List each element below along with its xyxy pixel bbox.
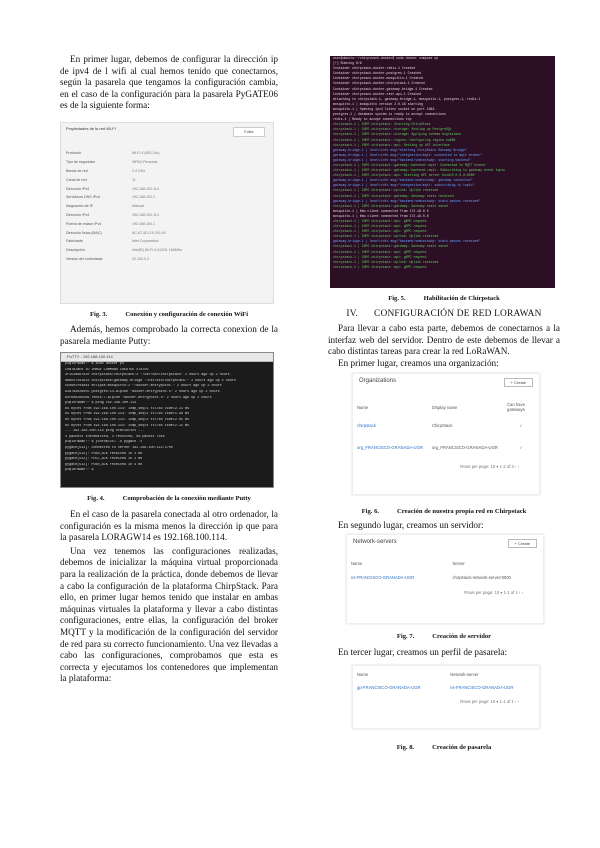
ns-col-server: Server: [452, 560, 465, 566]
organizations-screenshot: [352, 373, 540, 495]
chirpstack-terminal-line: gateway-bridge-1 | level=info msg="integration/mqtt: connected to mqtt broker": [333, 152, 483, 157]
wifi-property-label: Dirección IPv4: [66, 186, 90, 191]
gp-col-network-server: Network-server: [450, 671, 479, 677]
chirpstack-terminal-screenshot: [330, 56, 555, 288]
chirpstack-terminal-line: Container chirpstack-docker-mosquitto-1 Created: [333, 76, 423, 81]
putty-terminal-line: pi@lorawan:~ $ ping 192.168.100.114: [65, 401, 137, 406]
create-network-server-button[interactable]: + Create: [508, 539, 537, 548]
gp-name-link[interactable]: gp-FRANCISCO-GRANADA-UGR: [357, 685, 421, 691]
putty-terminal-line: pygate[512]: PUSH_ACK received in 3 ms: [65, 451, 143, 456]
chirpstack-terminal-line: Container chirpstack-docker-redis-1 Created: [333, 66, 416, 71]
chirpstack-terminal-line: user@ubuntu:~/chirpstack-docker$ sudo docker compose up: [333, 56, 439, 60]
wifi-property-value: Manual: [132, 204, 144, 209]
wifi-property-label: Asignación de IP: [66, 204, 93, 209]
chirpstack-terminal-line: chirpstack-1 | INFO chirpstack::gateway: Gateway stats saved: [333, 203, 448, 208]
org-name-link[interactable]: chirpstack: [357, 422, 376, 428]
figure-8-number: Fig. 8.: [396, 743, 415, 751]
wifi-property-label: Canal de red: [66, 177, 87, 182]
table-row[interactable]: [353, 436, 539, 458]
wifi-property-value: Wi-Fi 4 (802.11n): [132, 151, 160, 156]
putty-terminal-line: CONTAINER ID IMAGE COMMAND CREATED STATUS: [65, 367, 149, 372]
chirpstack-terminal-line: gateway-bridge-1 | level=info msg="backend/semtechudp: stats packet received": [333, 239, 481, 244]
figure-6-text: Creación de nuestra propia red en Chirpstack: [397, 508, 527, 516]
ns-name-link[interactable]: ns-FRANCISCO-GRANADA-UGR: [351, 575, 415, 581]
putty-terminal-line: 4 packets transmitted, 4 received, 0% packet loss: [65, 434, 165, 439]
org-display-name: org_FRANCISCO-GRANADA-UGR: [432, 444, 498, 450]
paragraph-web-interface: Para llevar a cabo esta parte, debemos de conectarnos a la interfaz web del servidor. Dentro de este debemos de llevar a cabo distintas tareas para crear la red LoRaWAN.: [328, 323, 560, 357]
wifi-property-value: Intel(R) Wi-Fi 6 AX201 160MHz: [132, 248, 183, 253]
chirpstack-terminal-line: mosquitto-1 | Opening ipv4 listen socket on port 1883.: [333, 106, 437, 111]
wifi-property-value: 11: [132, 177, 136, 182]
organizations-table: [353, 400, 539, 458]
putty-terminal-line: 64 bytes from 192.168.100.114: icmp_seq=1 ttl=64 time=2.31 ms: [65, 406, 190, 411]
wifi-property-value: AC-67-5D-XX-XX-XX: [132, 230, 166, 235]
chirpstack-terminal-line: [+] Running 6/6: [333, 61, 362, 66]
wifi-rows: [61, 149, 273, 263]
wifi-property-value: 192.168.100.114: [132, 186, 159, 191]
chirpstack-terminal-line: chirpstack-1 | INFO chirpstack::storage: Setting up PostgreSQL: [333, 127, 452, 132]
chirpstack-terminal-line: chirpstack-1 | INFO chirpstack: Starting ChirpStack: [333, 122, 431, 127]
wifi-property-value: WPA2-Personal: [132, 160, 158, 165]
wifi-property-row: [61, 219, 273, 228]
chirpstack-terminal-line: gateway-bridge-1 | level=info msg="integration/mqtt: subscribing to topic": [333, 183, 475, 188]
wifi-property-value: 192.168.100.1: [132, 195, 155, 200]
figure-5-text: Habilitación de Chirpstack: [423, 295, 500, 302]
right-column: [328, 56, 560, 752]
putty-title-bar: PuTTY - 192.168.100.114: [61, 353, 273, 362]
wifi-property-label: Puerta de enlace IPv4: [66, 221, 102, 226]
figure-7-number: Fig. 7.: [396, 632, 415, 640]
putty-terminal-line: pygate[512]: connected to server 192.168.100.114:1700: [65, 445, 173, 450]
section-number: IV.: [346, 309, 359, 319]
putty-screenshot: [60, 352, 274, 488]
wifi-property-label: Servidores DNS IPv4: [66, 195, 100, 200]
chirpstack-terminal-line: gateway-bridge-1 | level=info msg="starting ChirpStack Gateway Bridge": [333, 147, 467, 152]
wifi-property-label: Banda de red: [66, 168, 88, 173]
left-column: [60, 54, 278, 685]
organizations-pagination[interactable]: Rows per page: 10 ▾ 1-2 of 2 ‹ ›: [460, 464, 519, 470]
wifi-property-value: 2,4 GHz: [132, 168, 146, 173]
create-organization-button[interactable]: + Create: [504, 378, 533, 387]
wifi-property-row: [61, 149, 273, 158]
chirpstack-terminal-line: chirpstack-1 | INFO chirpstack::uplink: Uplink received: [333, 234, 439, 239]
chirpstack-terminal-line: chirpstack-1 | INFO chirpstack::api: gRPC request: [333, 254, 427, 259]
putty-terminal-line: c5d9e1f03a44 eclipse-mosquitto:2 "/docker-entrypoint." 2 hours ago Up 2 hours: [65, 384, 222, 389]
putty-terminal-line: pi@lorawan:~ $ sudo docker ps: [65, 362, 125, 366]
chirpstack-terminal-line: chirpstack-1 | INFO chirpstack::api: gRPC request: [333, 264, 427, 269]
chirpstack-terminal-line: mosquitto-1 | New client connected from 172.18.0.6: [333, 213, 429, 218]
gateway-profiles-table: [353, 670, 539, 697]
chirpstack-terminal-line: chirpstack-1 | INFO chirpstack::api: gRPC request: [333, 249, 427, 254]
chirpstack-terminal-line: gateway-bridge-1 | level=info msg="backend/semtechudp: stats packet received": [333, 198, 481, 203]
wifi-property-row: [61, 211, 273, 220]
putty-terminal-line: d4f6082b9c66 redis:7-alpine "docker-entrypoint.s" 2 hours ago Up 2 hours: [65, 395, 212, 400]
gp-network-server-link[interactable]: ns-FRANCISCO-GRANADA-UGR: [450, 685, 514, 691]
putty-terminal-line: 3f1c2a9b7d10 chirpstack/chirpstack:4 "/usr/bin/chirpstack" 2 hours ago Up 2 hours: [65, 373, 230, 378]
chirpstack-terminal-line: postgres-1 | database system is ready to accept connections: [333, 112, 446, 117]
wifi-property-label: Fabricante: [66, 239, 83, 244]
chirpstack-terminal-line: chirpstack-1 | INFO chirpstack::api: Starting API server bind=0.0.0.0:8080: [333, 173, 475, 178]
chirpstack-terminal-line: redis-1 | Ready to accept connections tcp: [333, 117, 412, 122]
network-servers-table: [347, 559, 543, 588]
wifi-property-label: Descripción: [66, 248, 85, 253]
gateway-profiles-screenshot: [352, 665, 540, 729]
chirpstack-terminal-line: chirpstack-1 | INFO chirpstack::storage: Applying schema migrations: [333, 132, 462, 137]
paragraph-wifi-config: En primer lugar, debemos de configurar la dirección ip de ipv4 de l wifi al cual hemos tenido que conectarnos, según la pasarela que tengamos la configuración cambia, en el caso de la configuración para la pasarela PyGATE06 es de la siguiente forma:: [60, 54, 278, 111]
org-display-name: ChirpStack: [432, 422, 453, 428]
wifi-property-label: Tipo de seguridad: [66, 160, 95, 165]
figure-7-text: Creación de servidor: [432, 632, 492, 640]
table-row[interactable]: [353, 414, 539, 436]
chirpstack-terminal-line: mosquitto-1 | mosquitto version 2.0.18 starting: [333, 101, 423, 106]
wifi-property-row: [61, 246, 273, 255]
figure-6-caption: [328, 507, 560, 516]
wifi-property-row: [61, 202, 273, 211]
chirpstack-terminal-line: chirpstack-1 | INFO chirpstack::region: Configuring region eu868: [333, 137, 456, 142]
wifi-header: Propiedades de la red Wi-Fi: [66, 126, 116, 131]
figure-4-text: Comprobación de la conexión mediante Putty: [122, 495, 251, 502]
paragraph-chirpstack-setup: Una vez tenemos las configuraciones realizadas, debemos de inicializar la máquina virtual proporcionada para la realización de la práctica, donde debemos de llevar a cabo la configuración de la plataforma ChirpStack. Para ello, en primer lugar hemos tenido que instalar en ambas máquinas virtuales la plataforma y llevar a cabo distintas configuraciones, entre ellas, la configuración del broker MQTT y la modificación de la configuración del servidor de red para su correcto funcionamiento. Una vez llevadas a cabo las configuraciones, comprobamos que esta es correcta y ejecutamos los contenedores que implementan la plataforma:: [60, 545, 278, 684]
org-col-name: Name: [357, 404, 369, 410]
figure-5-caption: [328, 294, 560, 303]
wifi-property-row: [61, 228, 273, 237]
table-row[interactable]: [353, 679, 539, 697]
network-servers-pagination[interactable]: Rows per page: 10 ▾ 1-1 of 1 ‹ ›: [464, 589, 523, 595]
check-icon: ✓: [519, 422, 523, 428]
wifi-property-row: [61, 167, 273, 176]
wifi-property-row: [61, 193, 273, 202]
chirpstack-terminal-line: Attaching to chirpstack-1, gateway-bridge-1, mosquitto-1, postgres-1, redis-1: [333, 96, 481, 101]
figure-8-text: Creación de pasarela: [432, 743, 492, 751]
wifi-property-row: [61, 175, 273, 184]
putty-terminal: [61, 362, 273, 488]
org-col-gateways: Can have gateways: [507, 402, 525, 413]
putty-terminal-line: pi@lorawan:~ $: [65, 468, 94, 473]
wifi-property-row: [61, 255, 273, 264]
wifi-property-label: Dirección física (MAC): [66, 230, 102, 235]
network-servers-title: Network-servers: [353, 538, 397, 545]
figure-4-number: Fig. 4.: [87, 495, 105, 502]
wifi-property-label: Dirección IPv4: [66, 212, 90, 217]
chirpstack-terminal-line: chirpstack-1 | INFO chirpstack::api: gRPC request: [333, 224, 427, 229]
paragraph-gateway-profile: En tercer lugar, creamos un perfil de pasarela:: [338, 646, 508, 657]
chirpstack-terminal-line: Container chirpstack-docker-gateway-bridge-1 Created: [333, 86, 433, 91]
chirpstack-terminal-line: chirpstack-1 | INFO chirpstack::api: Setting up API interface: [333, 142, 450, 147]
paragraph-loragw14: En el caso de la pasarela conectada al otro ordenador, la configuración es la misma menos la dirección ip que para la pasarela LORAGW14 es 192.168.100.114.: [60, 509, 278, 543]
network-servers-screenshot: [346, 534, 544, 624]
wifi-property-row: [61, 184, 273, 193]
org-col-display: Display name: [432, 404, 458, 410]
putty-terminal-line: 8a0e47c61b22 chirpstack/gateway-bridge "/usr/bin/chirpstack-" 2 hours ago Up 2 hours: [65, 378, 236, 383]
wifi-properties-screenshot: [60, 122, 274, 304]
paragraph-putty: Además, hemos comprobado la correcta conexion de la pasarela mediante Putty:: [60, 324, 278, 346]
chirpstack-terminal-line: Container chirpstack-docker-postgres-1 Created: [333, 71, 421, 76]
section-title: CONFIGURACIÓN DE RED LORAWAN: [374, 309, 542, 319]
org-name-link[interactable]: org_FRANCISCO-GRANADA-UGR: [357, 444, 423, 450]
wifi-property-value: 22.150.0.3: [132, 256, 149, 261]
figure-7-caption: [328, 632, 560, 641]
ns-server-address: chirpstack-network-server:8000: [452, 575, 511, 581]
chirpstack-terminal-line: chirpstack-1 | INFO chirpstack::api: gRPC request: [333, 229, 427, 234]
putty-terminal-line: pygate[512]: PUSH_ACK received in 4 ms: [65, 462, 143, 467]
figure-5-number: Fig. 5.: [388, 295, 406, 302]
chirpstack-terminal-line: Container chirpstack-docker-chirpstack-1 Created: [333, 81, 425, 86]
putty-terminal-line: pygate[512]: PULL_ACK received in 2 ms: [65, 457, 143, 462]
wifi-property-label: Protocolo: [66, 151, 82, 156]
paragraph-network-server: En segundo lugar, creamos un servidor:: [338, 520, 484, 531]
chirpstack-terminal-line: chirpstack-1 | INFO chirpstack::gateway: Gateway stats saved: [333, 244, 448, 249]
wifi-property-row: [61, 158, 273, 167]
putty-terminal-line: 64 bytes from 192.168.100.114: icmp_seq=2 ttl=64 time=1.98 ms: [65, 412, 190, 417]
check-icon: ✓: [519, 444, 523, 450]
chirpstack-terminal-line: chirpstack-1 | INFO chirpstack::gateway::backend::mqtt: Connected to MQTT broker: [333, 162, 487, 167]
wifi-property-value: 192.168.100.114: [132, 212, 159, 217]
paragraph-organization: En primer lugar, creamos una organización:: [338, 357, 499, 368]
gp-col-name: Name: [357, 671, 369, 677]
wifi-property-label: Versión del controlador: [66, 256, 103, 261]
chirpstack-terminal-line: chirpstack-1 | INFO chirpstack::uplink: Uplink received: [333, 259, 439, 264]
wifi-property-value: 192.168.100.1: [132, 221, 155, 226]
wifi-property-value: Intel Corporation: [132, 239, 159, 244]
table-row[interactable]: [347, 568, 543, 588]
chirpstack-terminal-line: gateway-bridge-1 | level=info msg="backend/semtechudp: gateway connected": [333, 178, 473, 183]
figure-3-caption: [60, 310, 278, 319]
chirpstack-terminal-line: chirpstack-1 | INFO chirpstack::gateway: Gateway stats received: [333, 193, 454, 198]
wifi-property-row: [61, 237, 273, 246]
ns-col-name: Name: [351, 560, 363, 566]
putty-terminal-line: --- 192.168.100.114 ping statistics ---: [65, 429, 145, 434]
figure-6-number: Fig. 6.: [361, 508, 380, 516]
gateway-profiles-pagination[interactable]: Rows per page: 10 ▾ 1-1 of 1 ‹ ›: [460, 698, 519, 704]
putty-terminal-line: pi@lorawan:~ $ journalctl -u pygate -f: [65, 440, 143, 445]
section-heading: [328, 309, 560, 319]
figure-8-caption: [328, 743, 560, 752]
putty-terminal-line: 64 bytes from 192.168.100.114: icmp_seq=3 ttl=64 time=2.05 ms: [65, 417, 190, 422]
chirpstack-terminal-line: chirpstack-1 | INFO chirpstack::uplink: Uplink received: [333, 188, 439, 193]
putty-terminal-line: 91b7a3e2d055 postgres:14-alpine "docker-entrypoint.s" 2 hours ago Up 2 hours: [65, 389, 220, 394]
wifi-edit-button[interactable]: Editar: [233, 127, 265, 137]
figure-4-caption: [60, 494, 278, 503]
chirpstack-terminal-line: chirpstack-1 | INFO chirpstack::api: gRPC request: [333, 219, 427, 223]
organizations-title: Organizations: [359, 378, 397, 385]
figure-3-text: Conexión y configuración de conexión WiFi: [125, 311, 249, 318]
chirpstack-terminal-line: chirpstack-1 | INFO chirpstack::gateway::backend::mqtt: Subscribing to gateway event topic: [333, 168, 506, 173]
figure-3-number: Fig. 3.: [89, 311, 108, 318]
putty-terminal-line: 64 bytes from 192.168.100.114: icmp_seq=4 ttl=64 time=2.12 ms: [65, 423, 190, 428]
chirpstack-terminal-line: gateway-bridge-1 | level=info msg="backend/semtechudp: starting backend": [333, 157, 471, 162]
chirpstack-terminal-line: mosquitto-1 | New client connected from 172.18.0.5: [333, 208, 429, 213]
chirpstack-terminal-line: Container chirpstack-docker-rest-api-1 Created: [333, 91, 421, 96]
